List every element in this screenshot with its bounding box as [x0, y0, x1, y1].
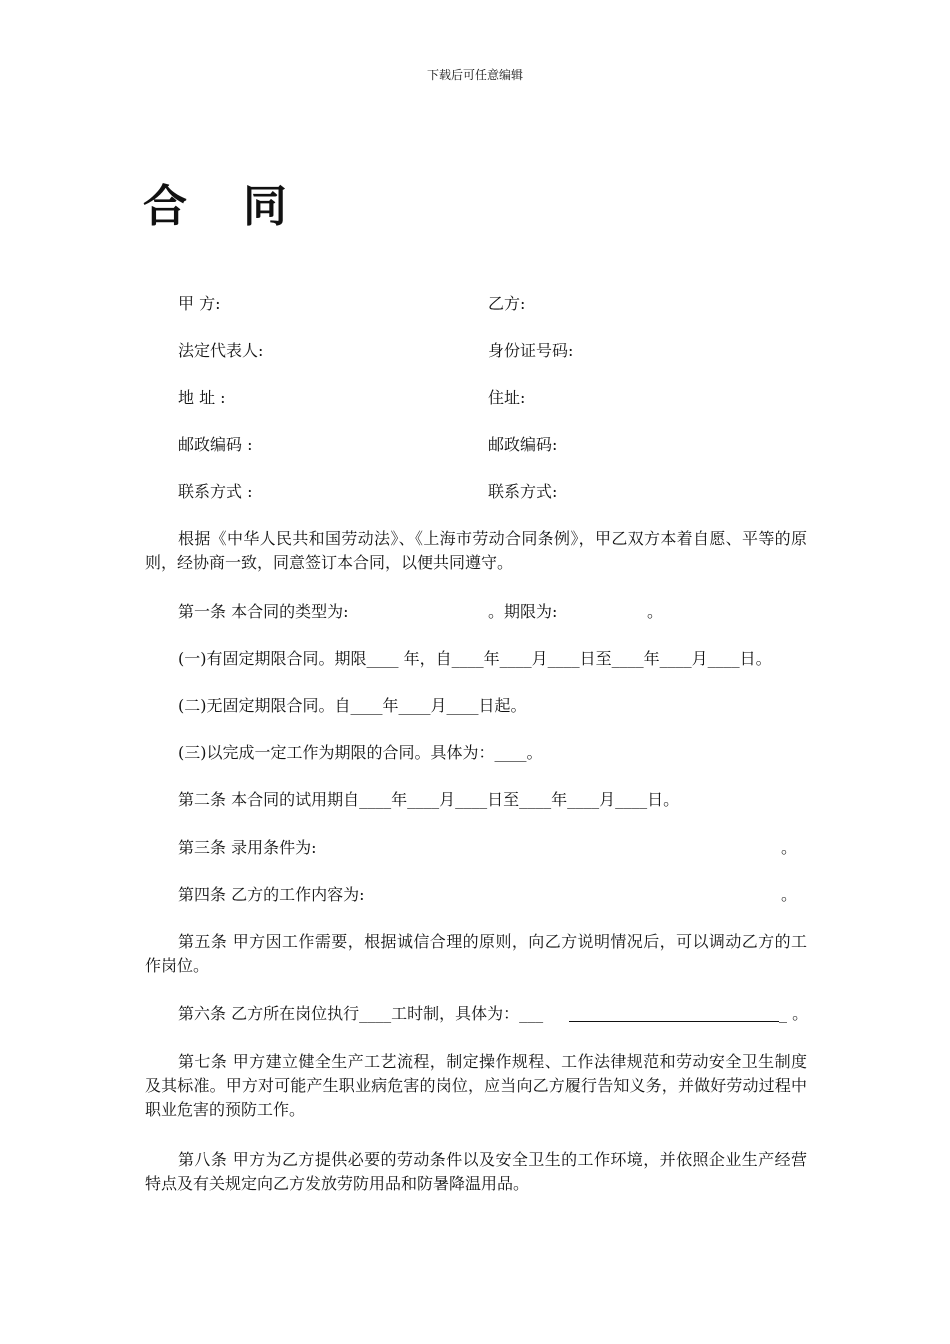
article-4-end: 。 [781, 885, 798, 904]
article-1-item-2: (二)无固定期限合同。自____年____月____日起。 [178, 696, 527, 715]
article-6-end: _ 。 [779, 1004, 809, 1023]
article-4-label: 第四条 乙方的工作内容为: [178, 885, 365, 904]
postcode-a-label: 邮政编码 : [178, 435, 253, 454]
article-6-label: 第六条 乙方所在岗位执行____工时制，具体为：___ [178, 1004, 544, 1023]
article-3-label: 第三条 录用条件为: [178, 838, 317, 857]
party-a-label: 甲 方: [178, 294, 221, 313]
document-title [143, 170, 287, 234]
article-8: 第八条 甲方为乙方提供必要的劳动条件以及安全卫生的工作环境，并依照企业生产经营特点及有关规定向乙方发放劳防用品和防暑降温用品。 [145, 1150, 807, 1193]
article-2: 第二条 本合同的试用期自____年____月____日至____年____月____日。 [178, 790, 680, 809]
page-header: 下载后可任意编辑 [426, 68, 523, 82]
article-1-item-1: (一)有固定期限合同。期限____ 年，自____年____月____日至____年____月____日。 [178, 649, 772, 668]
address-b-label: 住址: [488, 388, 526, 407]
id-number-label: 身份证号码: [488, 341, 574, 360]
article-1-period-label: 。期限为: [488, 602, 558, 621]
article-7: 第七条 甲方建立健全生产工艺流程，制定操作规程、工作法律规范和劳动安全卫生制度及其标准。甲方对可能产生职业病危害的岗位，应当向乙方履行告知义务，并做好劳动过程中职业危害的预防工作。 [145, 1052, 807, 1119]
legal-representative-label: 法定代表人: [178, 341, 264, 360]
article-6-fill-line [569, 1021, 779, 1022]
contact-b-label: 联系方式: [488, 482, 558, 501]
title-char-2: 同 [243, 181, 287, 232]
address-a-label: 地 址 : [178, 388, 226, 407]
article-1-end: 。 [647, 602, 664, 621]
title-char-1: 合 [143, 181, 187, 232]
contact-a-label: 联系方式 : [178, 482, 253, 501]
party-b-label: 乙方: [488, 294, 526, 313]
article-1-label: 第一条 本合同的类型为: [178, 602, 349, 621]
article-1-item-3: (三)以完成一定工作为期限的合同。具体为：____。 [178, 743, 543, 762]
article-5: 第五条 甲方因工作需要，根据诚信合理的原则，向乙方说明情况后，可以调动乙方的工作岗位。 [145, 932, 807, 975]
article-3-end: 。 [781, 838, 798, 857]
intro-paragraph: 根据《中华人民共和国劳动法》、《上海市劳动合同条例》，甲乙双方本着自愿、平等的原则，经协商一致，同意签订本合同，以便共同遵守。 [145, 529, 807, 572]
postcode-b-label: 邮政编码: [488, 435, 558, 454]
